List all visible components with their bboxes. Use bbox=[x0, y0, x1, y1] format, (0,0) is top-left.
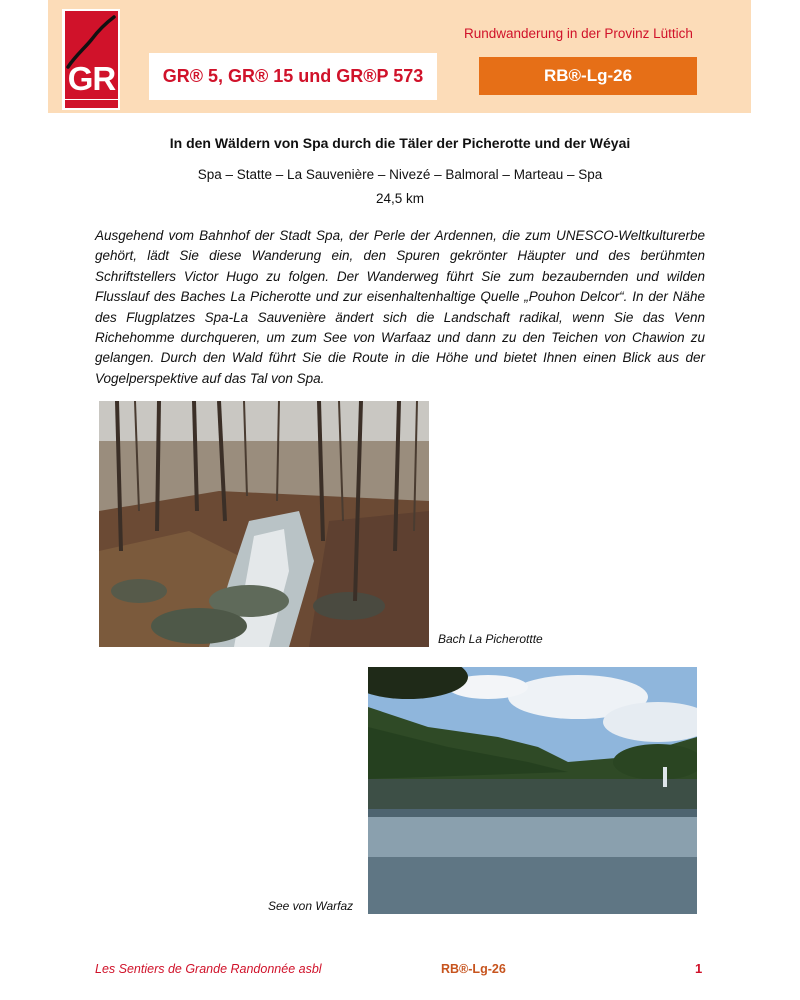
photo-stream-picherotte bbox=[99, 401, 429, 647]
footer-organization: Les Sentiers de Grande Randonnée asbl bbox=[95, 962, 322, 976]
footer-route-code: RB®-Lg-26 bbox=[441, 962, 506, 976]
route-distance: 24,5 km bbox=[375, 191, 425, 206]
photo-caption-stream: Bach La Picherottte bbox=[438, 632, 543, 646]
gr-logo bbox=[62, 9, 120, 110]
page-number: 1 bbox=[695, 961, 703, 976]
intro-paragraph: Ausgehend vom Bahnhof der Stadt Spa, der Perle der Ardennen, die zum UNESCO-Weltkulturerbe gehört, lädt Sie diese Wanderung ein, den Spuren gekrönter Häupter und des berühmten Schriftstellers Victor Hugo zu folgen. Der Wanderweg führt Sie zum bezaubernden und wilden Flusslauf des Baches La Picherotte und zur eisenhaltenhaltige Quelle „Pouhon Delcor“. In der Nähe des Flugplatzes Spa-La Sauvenière ändert sich die Landschaft radikal, wenn Sie das Venn Richehomme durchqueren, um zum See von Warfaaz und dann zu den Teichen von Chawion zu gelangen. Durch den Wald führt Sie die Route in die Höhe und bietet Ihnen einen Blick aus der Vogelperspektive auf das Tal von Spa. bbox=[95, 228, 705, 386]
route-stops: Spa – Statte – La Sauvenière – Nivezé – Balmoral – Marteau – Spa bbox=[197, 167, 603, 182]
photo-caption-lake: See von Warfaz bbox=[268, 899, 354, 913]
route-code-badge: RB®-Lg-26 bbox=[479, 57, 697, 95]
page-title: In den Wäldern von Spa durch die Täler der Picherotte und der Wéyai bbox=[169, 135, 631, 151]
photo-lake-warfaz bbox=[368, 667, 697, 914]
logo-gr-text: GR bbox=[67, 60, 116, 97]
logo-band bbox=[65, 100, 118, 108]
gr-routes-label: GR® 5, GR® 15 und GR®P 573 bbox=[149, 53, 437, 100]
region-label: Rundwanderung in der Provinz Lüttich bbox=[464, 26, 693, 41]
